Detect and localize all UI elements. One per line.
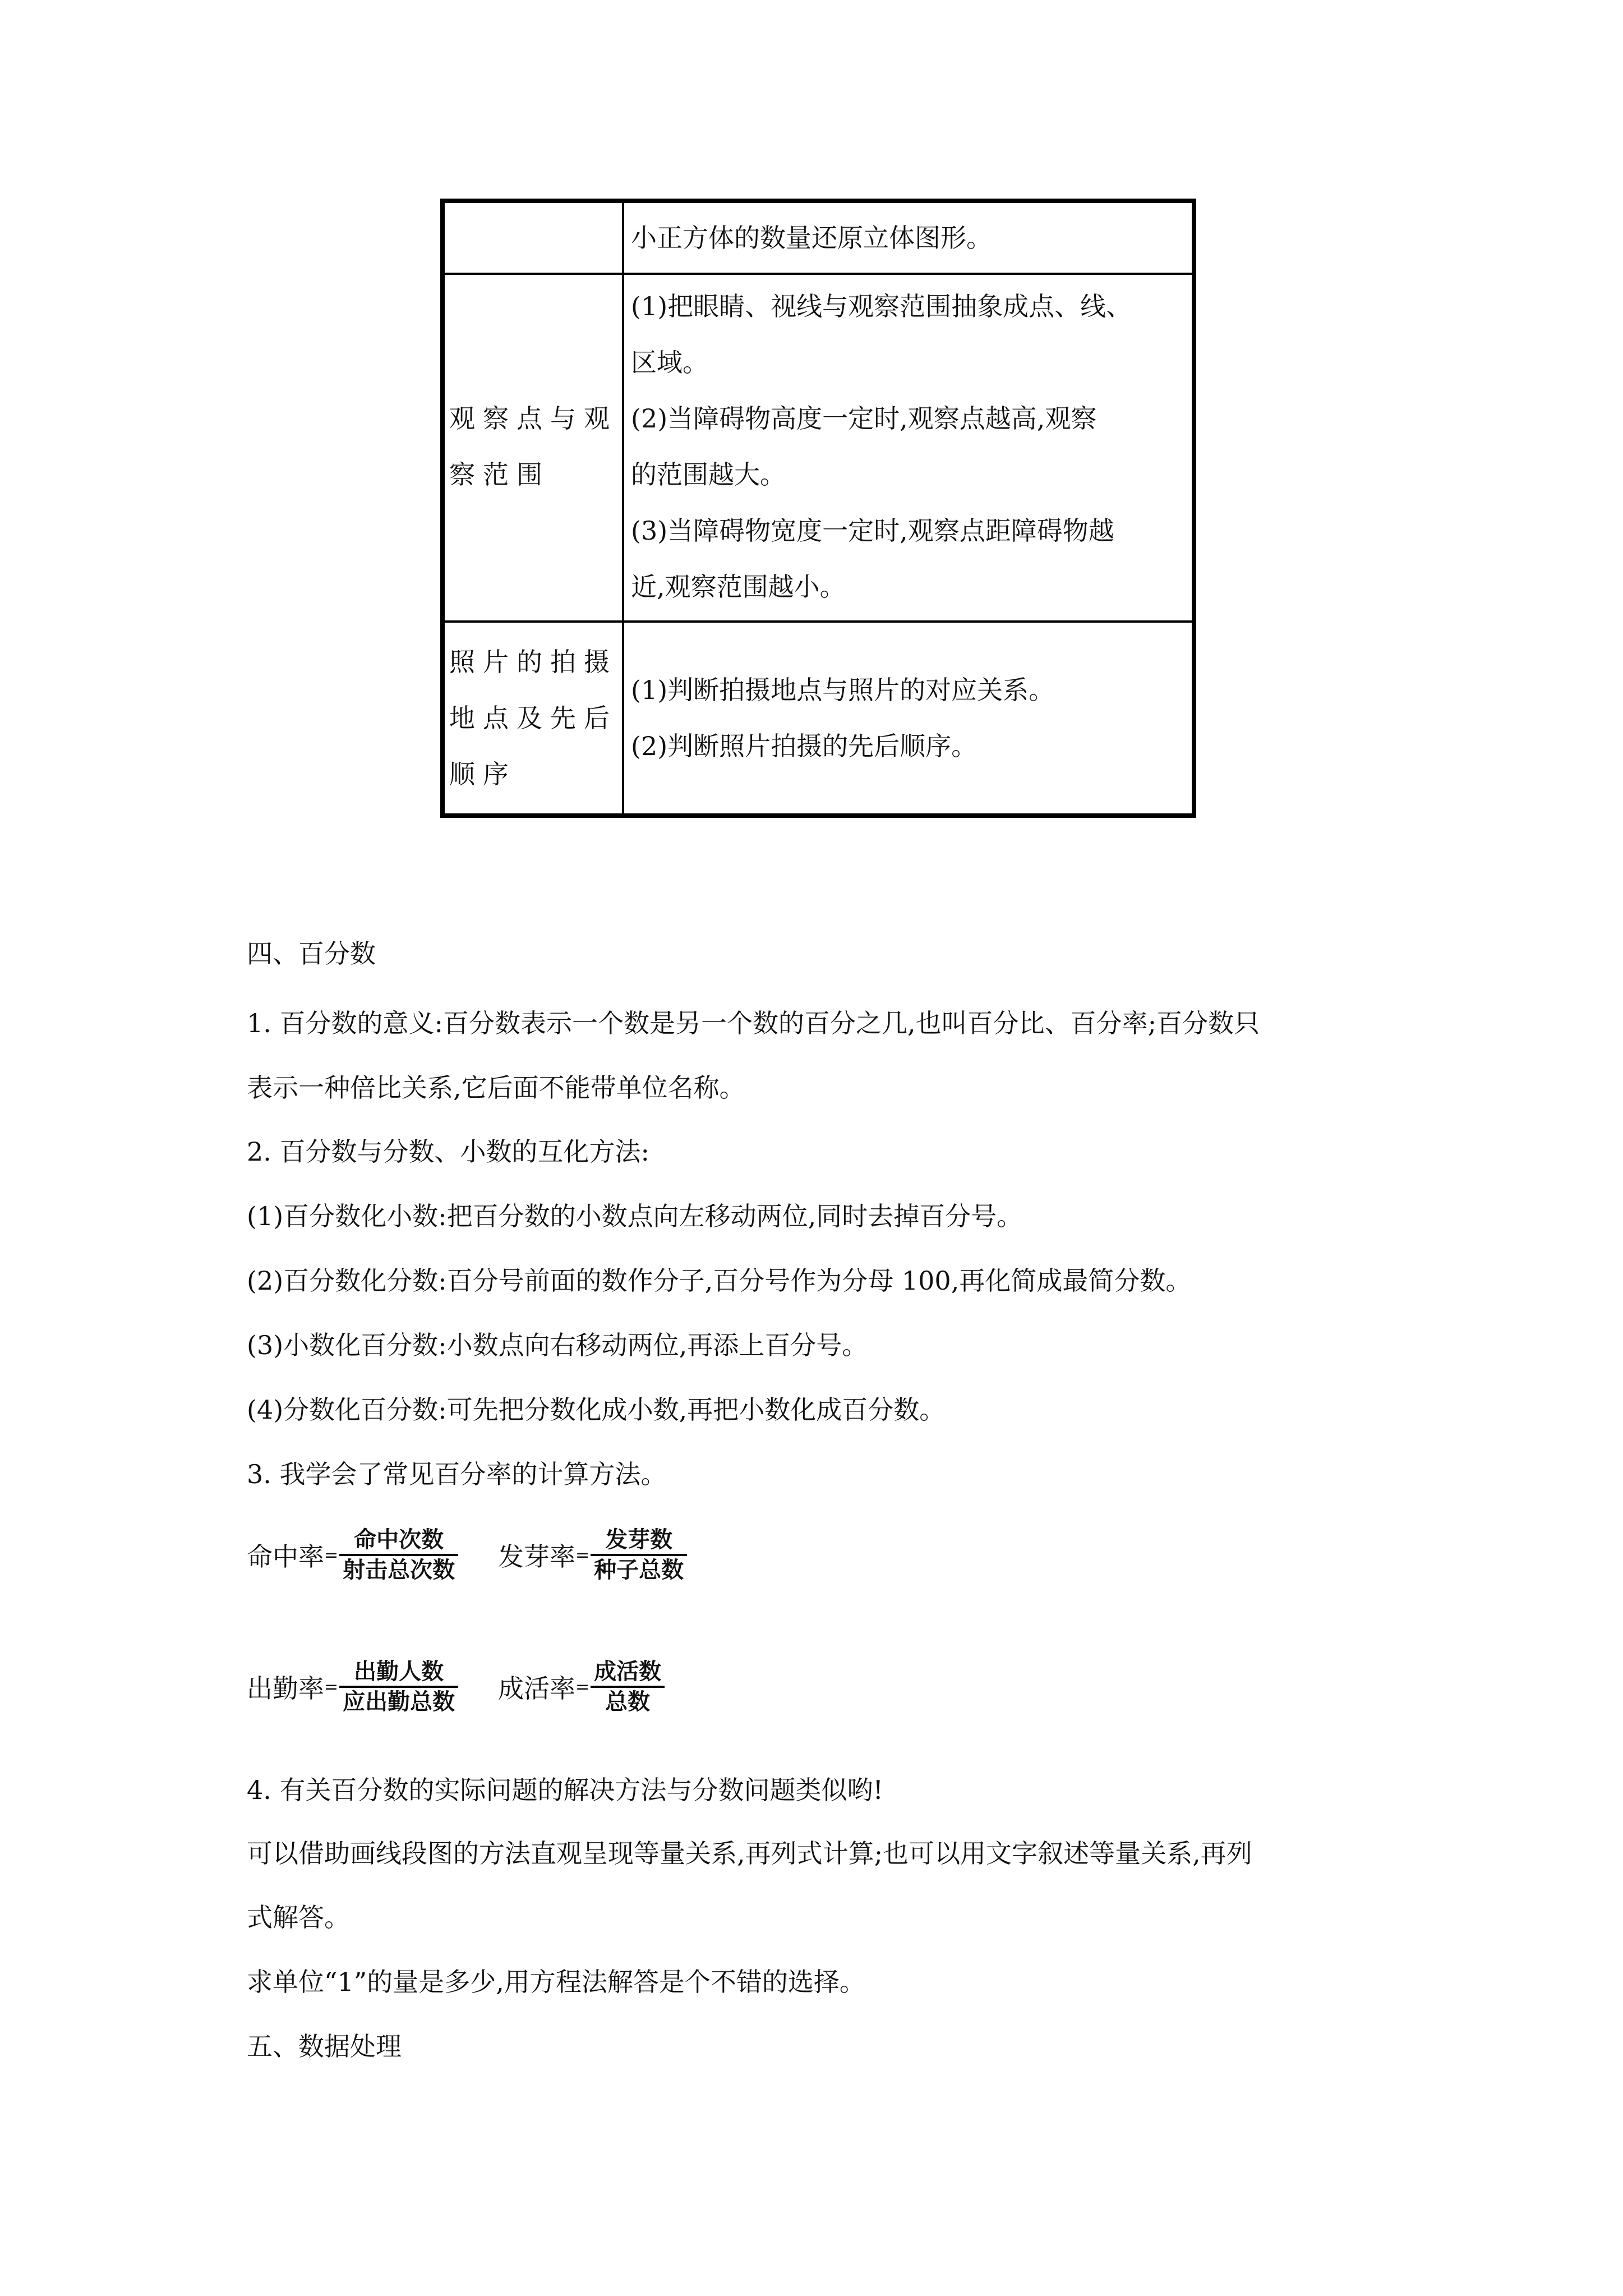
paragraph: (1)百分数化小数:把百分数的小数点向左移动两位,同时去掉百分号。 [247,1201,1023,1231]
fraction-denominator: 射击总次数 [343,1557,455,1583]
fraction-denominator: 种子总数 [594,1557,684,1583]
table-row [442,274,1194,622]
fraction [339,1526,458,1584]
paragraph: (2)百分数化分数:百分号前面的数作分子,百分号作为分母 100,再化简成最简分数。 [247,1266,1192,1296]
formula-germination-rate [498,1526,687,1584]
table-detail-line: (2)当障碍物高度一定时,观察点越高,观察 [631,403,1097,434]
fraction [591,1526,687,1584]
table-topic-line: 照片的拍摄 [449,647,617,677]
table-detail-line: (2)判断照片拍摄的先后顺序。 [631,731,978,761]
table-topic-line: 顺序 [449,759,517,789]
paragraph: 1. 百分数的意义:百分数表示一个数是另一个数的百分之几,也叫百分比、百分率;百分数只 [247,1008,1260,1038]
table-topic-cell [442,274,623,622]
formula-label: 发芽率 [498,1542,575,1572]
fraction-numerator: 命中次数 [354,1527,444,1553]
fraction-numerator: 发芽数 [605,1527,673,1553]
summary-table [440,199,1196,818]
fraction-numerator: 成活数 [594,1659,662,1685]
equals-sign: = [575,1545,590,1565]
table-topic-line: 察范围 [449,459,550,490]
equals-sign: = [575,1677,590,1697]
paragraph: 2. 百分数与分数、小数的互化方法: [247,1137,650,1167]
table-row [442,622,1194,816]
formula-label: 出勤率 [247,1673,324,1704]
table-detail-cell [623,274,1194,622]
formula-attendance-rate [247,1658,458,1716]
fraction [591,1658,665,1716]
formula-survival-rate [498,1658,665,1716]
fraction-numerator: 出勤人数 [354,1659,444,1685]
paragraph: 4. 有关百分数的实际问题的解决方法与分数问题类似哟! [247,1775,883,1805]
table-detail-cell [623,622,1194,816]
fraction [339,1658,458,1716]
paragraph: 表示一种倍比关系,它后面不能带单位名称。 [247,1073,745,1103]
table-row [442,201,1194,274]
table-detail-line: (1)把眼睛、视线与观察范围抽象成点、线、 [631,291,1132,321]
table-topic-cell [442,201,623,274]
paragraph: 3. 我学会了常见百分率的计算方法。 [247,1459,667,1489]
paragraph: (4)分数化百分数:可先把分数化成小数,再把小数化成百分数。 [247,1395,946,1425]
paragraph: 求单位“1”的量是多少,用方程法解答是个不错的选择。 [247,1967,865,1997]
formula-label: 成活率 [498,1673,575,1704]
fraction-denominator: 总数 [605,1689,651,1715]
paragraph: 式解答。 [247,1902,350,1932]
equals-sign: = [324,1545,339,1565]
table-detail-cell [623,201,1194,274]
table-detail-line: (1)判断拍摄地点与照片的对应关系。 [631,675,1055,705]
formula-hit-rate [247,1526,458,1584]
table-detail-line: 的范围越大。 [631,459,786,490]
table-detail-line: (3)当障碍物宽度一定时,观察点距障碍物越 [631,516,1114,546]
formula-label: 命中率 [247,1542,324,1572]
table-detail-line: 近,观察范围越小。 [631,572,846,602]
section-heading: 四、百分数 [247,938,376,969]
table-topic-line: 观察点与观 [449,403,617,434]
table-topic-line: 地点及先后 [449,703,617,733]
table-detail-line: 小正方体的数量还原立体图形。 [631,223,992,253]
paragraph: (3)小数化百分数:小数点向右移动两位,再添上百分号。 [247,1330,868,1360]
fraction-denominator: 应出勤总数 [343,1689,455,1715]
paragraph: 可以借助画线段图的方法直观呈现等量关系,再列式计算;也可以用文字叙述等量关系,再列 [247,1838,1252,1869]
table-detail-line: 区域。 [631,347,708,378]
section-heading: 五、数据处理 [247,2031,402,2062]
equals-sign: = [324,1677,339,1697]
table-topic-cell [442,622,623,816]
